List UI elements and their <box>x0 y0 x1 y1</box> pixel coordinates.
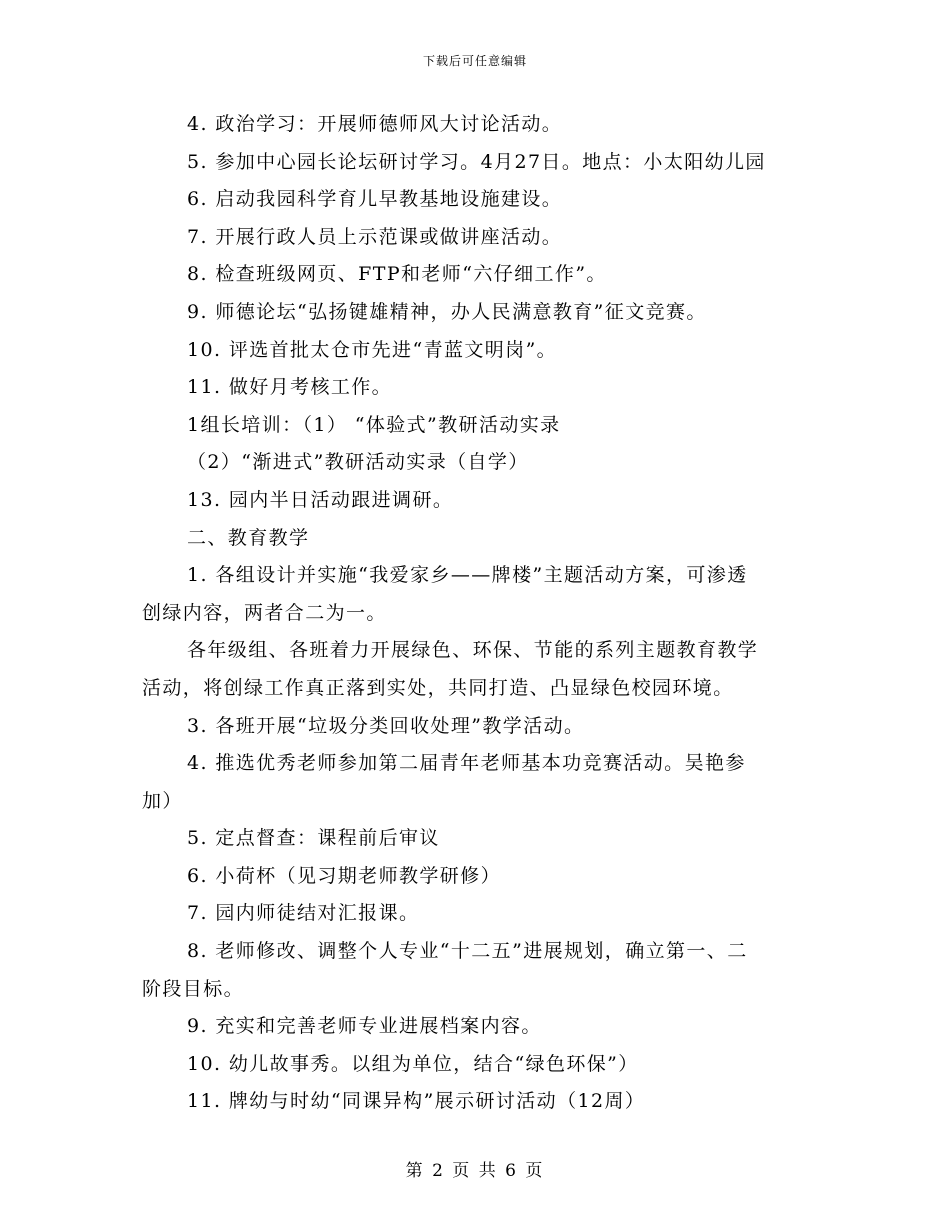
paragraph-line: 7. 园内师徒结对汇报课。 <box>187 902 420 925</box>
document-body <box>142 106 812 1121</box>
paragraph-line: 9. 充实和完善老师专业进展档案内容。 <box>187 1015 542 1038</box>
paragraph-line: 10. 幼儿故事秀。以组为单位，结合“绿色环保”） <box>187 1052 639 1075</box>
paragraph-line: 7. 开展行政人员上示范课或做讲座活动。 <box>187 225 563 248</box>
paragraph-line: （2）“渐进式”教研活动实录（自学） <box>187 451 529 474</box>
page-header: 下载后可任意编辑 <box>422 54 527 68</box>
paragraph-line: 阶段目标。 <box>142 977 245 1000</box>
paragraph-line: 11. 做好月考核工作。 <box>187 376 393 399</box>
paragraph-line: 活动，将创绿工作真正落到实处，共同打造、凸显绿色校园环境。 <box>142 676 734 699</box>
paragraph-line: 5. 定点督查：课程前后审议 <box>187 827 440 850</box>
paragraph-line: 10. 评选首批太仓市先进“青蓝文明岗”。 <box>187 338 558 361</box>
paragraph-line: 8. 检查班级网页、FTP和老师“六仔细工作”。 <box>187 263 607 286</box>
paragraph-line: 加） <box>142 789 183 812</box>
paragraph-line: 4. 推选优秀老师参加第二届青年老师基本功竞赛活动。吴艳参 <box>187 752 746 775</box>
paragraph-line: 4. 政治学习：开展师德师风大讨论活动。 <box>187 113 563 135</box>
paragraph-line: 各年级组、各班着力开展绿色、环保、节能的系列主题教育教学 <box>187 639 759 662</box>
paragraph-line: 1. 各组设计并实施“我爱家乡——牌楼”主题活动方案，可渗透 <box>187 564 748 587</box>
section-heading: 二、教育教学 <box>187 526 310 549</box>
paragraph-line: 13. 园内半日活动跟进调研。 <box>187 488 454 511</box>
paragraph-line: 6. 启动我园科学育儿早教基地设施建设。 <box>187 188 563 211</box>
paragraph-line: 8. 老师修改、调整个人专业“十二五”进展规划，确立第一、二 <box>187 940 748 963</box>
paragraph-line: 9. 师德论坛“弘扬键雄精神，办人民满意教育”征文竞赛。 <box>187 300 707 323</box>
paragraph-line: 1组长培训：（1） “体验式”教研活动实录 <box>187 413 561 436</box>
paragraph-line: 6. 小荷杯（见习期老师教学研修） <box>187 864 501 887</box>
paragraph-line: 3. 各班开展“垃圾分类回收处理”教学活动。 <box>187 714 585 737</box>
paragraph-line: 5. 参加中心园长论坛研讨学习。4月27日。地点：小太阳幼儿园 <box>187 150 766 173</box>
page-footer: 第 2 页 共 6 页 <box>405 1161 545 1181</box>
paragraph-line: 11. 牌幼与时幼“同课异构”展示研讨活动（12周） <box>187 1090 646 1113</box>
paragraph-line: 创绿内容，两者合二为一。 <box>142 601 387 624</box>
